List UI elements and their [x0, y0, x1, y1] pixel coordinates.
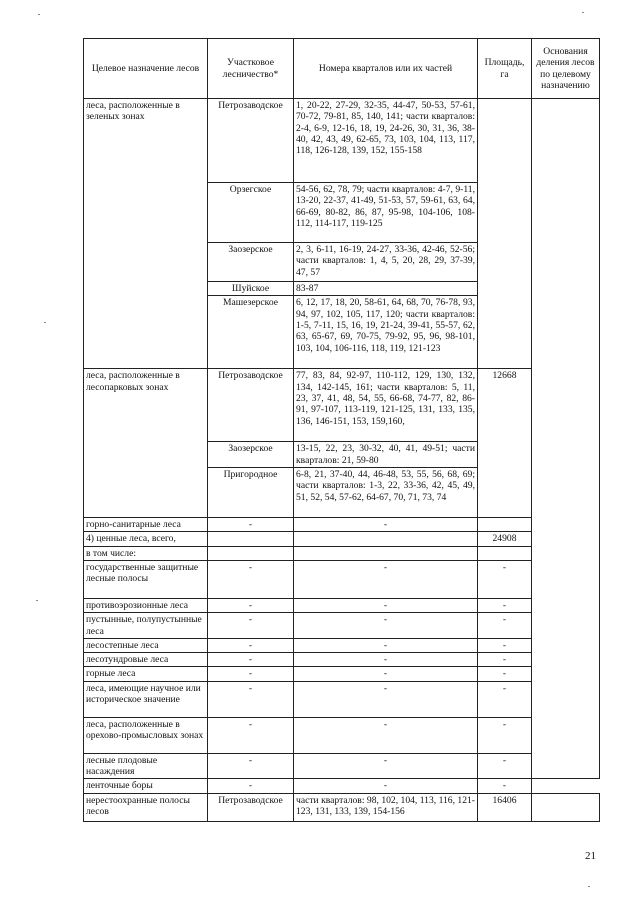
dept-cell [208, 546, 294, 560]
area-cell: - [478, 717, 532, 753]
header-dept: Участковое лесничество* [208, 39, 294, 99]
area-cell-park: 12668 [478, 369, 532, 518]
scan-speck [588, 886, 590, 887]
basis-cell [532, 793, 600, 821]
table-row [84, 753, 600, 779]
area-cell [478, 546, 532, 560]
dept-cell: Шуйское [208, 282, 294, 296]
table-row [84, 369, 600, 442]
quarter-numbers-cell: - [294, 638, 478, 652]
area-cell: - [478, 613, 532, 639]
quarter-numbers-cell: - [294, 560, 478, 598]
area-cell: - [478, 638, 532, 652]
purpose-cell: ленточные боры [84, 779, 208, 793]
purpose-cell: леса, имеющие научное или историческое значение [84, 681, 208, 717]
dept-cell: - [208, 681, 294, 717]
quarter-numbers-cell: 54-56, 62, 78, 79; части кварталов: 4-7, 9-11, 13-20, 22-37, 41-49, 51-53, 57, 59-61, 63, 64, 66-69, 80-82, 86, 87, 95-98, 104-106, 108-112, 114-117, 119-125 [294, 183, 478, 243]
dept-cell: - [208, 560, 294, 598]
quarter-numbers-cell: 1, 20-22, 27-29, 32-35, 44-47, 50-53, 57-61, 70-72, 79-81, 85, 140, 141; части кварталов: 2-4, 6-9, 12-16, 18, 19, 24-26, 30, 31, 36, 38-40, 42, 43, 49, 62-65, 73, 103, 104, 113, 117, 118, 126-128, 139, 152, 155-158 [294, 99, 478, 183]
scan-speck [38, 14, 40, 15]
quarter-numbers-cell [294, 546, 478, 560]
dept-cell: - [208, 753, 294, 779]
quarter-numbers-cell: - [294, 779, 478, 793]
purpose-cell: горно-санитарные леса [84, 517, 208, 531]
quarter-numbers-cell: - [294, 667, 478, 681]
forest-purpose-table [83, 38, 600, 822]
area-cell: - [478, 667, 532, 681]
dept-cell: Заозерское [208, 442, 294, 468]
table-row [84, 779, 600, 793]
dept-cell: Заозерское [208, 243, 294, 282]
table-row [84, 99, 600, 183]
quarter-numbers-cell: 83-87 [294, 282, 478, 296]
quarter-numbers-cell: 77, 83, 84, 92-97, 110-112, 129, 130, 132, 134, 142-145, 161; части кварталов: 5, 11, 23, 37, 41, 48, 54, 55, 66-68, 74-77, 82, 86-91, 97-107, 113-119, 121-125, 131, 133, 135, 136, 146-151, 153, 159,160, [294, 369, 478, 442]
dept-cell [208, 532, 294, 546]
area-cell-valuable: 24908 [478, 532, 532, 546]
quarter-numbers-cell: - [294, 613, 478, 639]
dept-cell: Петрозаводское [208, 99, 294, 183]
purpose-cell: государственные защитные лесные полосы [84, 560, 208, 598]
header-numbers: Номера кварталов или их частей [294, 39, 478, 99]
quarter-numbers-cell: - [294, 517, 478, 531]
purpose-cell: леса, расположенные в орехово-промысловых зонах [84, 717, 208, 753]
dept-cell: - [208, 638, 294, 652]
including-label: в том числе: [84, 546, 208, 560]
header-basis: Основания деления лесов по целевому назначению [532, 39, 600, 99]
area-cell: - [478, 681, 532, 717]
purpose-park-zones: леса, расположенные в лесопарковых зонах [84, 369, 208, 518]
header-row [84, 39, 600, 99]
area-cell-spawning: 16406 [478, 793, 532, 821]
dept-cell: - [208, 517, 294, 531]
quarter-numbers-cell: - [294, 753, 478, 779]
purpose-cell: противоэрозионные леса [84, 598, 208, 612]
dept-cell: Петрозаводское [208, 369, 294, 442]
quarter-numbers-cell: части кварталов: 98, 102, 104, 113, 116, 121-123, 131, 133, 139, 154-156 [294, 793, 478, 821]
purpose-cell: горные леса [84, 667, 208, 681]
table-row [84, 653, 600, 667]
purpose-cell: лесные плодовые насаждения [84, 753, 208, 779]
area-cell: - [478, 753, 532, 779]
table-row [84, 667, 600, 681]
quarter-numbers-cell: 13-15, 22, 23, 30-32, 40, 41, 49-51; части кварталов: 21, 59-80 [294, 442, 478, 468]
quarter-numbers-cell [294, 532, 478, 546]
quarter-numbers-cell: 2, 3, 6-11, 16-19, 24-27, 33-36, 42-46, 52-56; части кварталов: 1, 4, 5, 20, 28, 29, 37-39, 47, 57 [294, 243, 478, 282]
area-cell: - [478, 653, 532, 667]
page-number: 21 [585, 850, 596, 862]
table-row [84, 681, 600, 717]
area-cell-green [478, 99, 532, 369]
purpose-cell: лесостепные леса [84, 638, 208, 652]
dept-cell: Пригородное [208, 467, 294, 517]
header-purpose: Целевое назначение лесов [84, 39, 208, 99]
table-row [84, 546, 600, 560]
dept-cell: - [208, 717, 294, 753]
header-area: Площадь, га [478, 39, 532, 99]
dept-cell: - [208, 653, 294, 667]
dept-cell: - [208, 667, 294, 681]
area-cell: - [478, 779, 532, 793]
dept-cell: - [208, 613, 294, 639]
table-row [84, 717, 600, 753]
quarter-numbers-cell: - [294, 598, 478, 612]
area-cell: - [478, 560, 532, 598]
quarter-numbers-cell: 6-8, 21, 37-40, 44, 46-48, 53, 55, 56, 68, 69; части кварталов: 1-3, 22, 33-36, 42, 45, 49, 51, 52, 54, 57-62, 64-67, 70, 71, 73, 74 [294, 467, 478, 517]
area-cell: - [478, 598, 532, 612]
dept-cell: Машезерское [208, 296, 294, 369]
dept-cell: Орзегское [208, 183, 294, 243]
table-row [84, 517, 600, 531]
basis-cell [532, 99, 600, 779]
scan-speck [582, 12, 584, 13]
purpose-cell: нерестоохранные полосы лесов [84, 793, 208, 821]
dept-cell: Петрозаводское [208, 793, 294, 821]
table-row [84, 560, 600, 598]
table-row [84, 638, 600, 652]
table-row [84, 598, 600, 612]
table-row [84, 532, 600, 546]
purpose-cell: лесотундровые леса [84, 653, 208, 667]
scan-speck [44, 322, 46, 323]
purpose-cell: пустынные, полупустынные леса [84, 613, 208, 639]
area-cell [478, 517, 532, 531]
quarter-numbers-cell: - [294, 653, 478, 667]
dept-cell: - [208, 779, 294, 793]
quarter-numbers-cell: 6, 12, 17, 18, 20, 58-61, 64, 68, 70, 76-78, 93, 94, 97, 102, 105, 117, 120; части кварталов: 1-5, 7-11, 15, 16, 19, 21-24, 39-41, 55-57, 62, 63, 65-67, 69, 70-75, 79-92, 95, 96, 98-101, 103, 104, 106-116, 118, 119, 121-123 [294, 296, 478, 369]
quarter-numbers-cell: - [294, 717, 478, 753]
scan-speck [36, 600, 38, 601]
purpose-valuable-total: 4) ценные леса, всего, [84, 532, 208, 546]
quarter-numbers-cell: - [294, 681, 478, 717]
table-row [84, 793, 600, 821]
dept-cell: - [208, 598, 294, 612]
table-row [84, 613, 600, 639]
purpose-green-zones: леса, расположенные в зеленых зонах [84, 99, 208, 369]
